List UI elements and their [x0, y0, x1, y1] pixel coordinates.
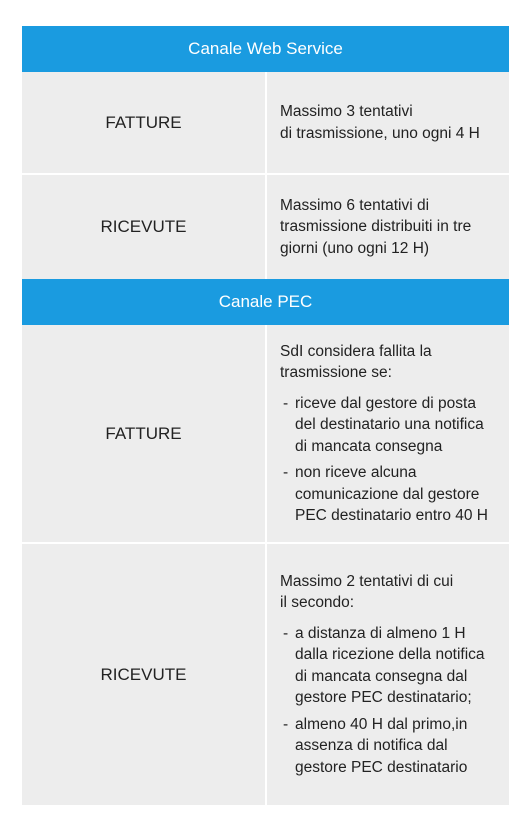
- table-row-pec-ricevute: [22, 542, 509, 805]
- condition-list: [280, 623, 501, 779]
- list-item-text: non riceve alcuna comunicazione dal gestore PEC destinatario entro 40 H: [295, 464, 488, 524]
- list-item: [283, 714, 501, 779]
- condition-list: [280, 393, 501, 527]
- list-item: [283, 393, 501, 458]
- bullet-dash: -: [283, 715, 289, 733]
- bullet-dash: -: [283, 394, 289, 412]
- list-item: [283, 623, 501, 709]
- description-text: Massimo 3 tentativi di trasmissione, uno ogni 4 H: [280, 103, 480, 142]
- row-label: FATTURE: [105, 423, 182, 443]
- row-label: RICEVUTE: [100, 217, 187, 236]
- description-text: SdI considera fallita la trasmissione se:: [280, 342, 432, 381]
- bullet-dash: -: [283, 624, 289, 642]
- section-title: Canale Web Service: [188, 39, 343, 58]
- row-description: [267, 544, 509, 805]
- row-label: FATTURE: [105, 112, 182, 132]
- description-text: Massimo 6 tentativi di trasmissione distribuiti in tre giorni (uno ogni 12 H): [280, 196, 472, 257]
- row-label: RICEVUTE: [100, 664, 187, 684]
- list-item-text: riceve dal gestore di posta del destinatario una notifica di mancata consegna: [295, 394, 484, 455]
- section-header-web-service: [22, 26, 509, 72]
- channels-table: [22, 26, 509, 805]
- description-text: Massimo 2 tentativi di cui il secondo:: [280, 572, 454, 612]
- table-row-ws-fatture: [22, 72, 509, 173]
- bullet-dash: -: [283, 464, 289, 481]
- list-item: [283, 462, 501, 527]
- list-item-text: a distanza di almeno 1 H dalla ricezione della notifica di mancata consegna dal gestore PEC destinatario;: [295, 624, 485, 707]
- section-header-pec: [22, 279, 509, 325]
- table-row-ws-ricevute: [22, 173, 509, 279]
- table-row-pec-fatture: [22, 325, 509, 542]
- row-description: [267, 175, 509, 279]
- row-description: [267, 72, 509, 173]
- section-title: Canale PEC: [218, 292, 313, 311]
- list-item-text: almeno 40 H dal primo,in assenza di notifica dal gestore PEC destinatario: [295, 715, 468, 776]
- row-description: [267, 325, 509, 542]
